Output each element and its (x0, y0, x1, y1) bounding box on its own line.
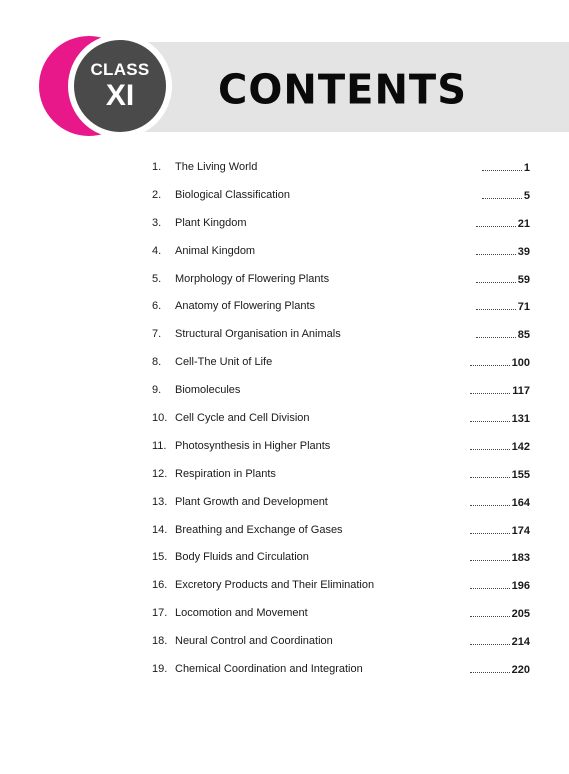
dot-leader (476, 241, 516, 255)
toc-entry-page (470, 631, 530, 652)
toc-entry[interactable] (152, 324, 530, 352)
dot-leader (482, 185, 522, 199)
dot-leader (470, 575, 510, 589)
toc-entry-page-number: 39 (517, 245, 530, 258)
dot-leader (482, 157, 522, 171)
toc-entry-title: Cell-The Unit of Life (175, 356, 273, 369)
toc-entry-title: Neural Control and Coordination (175, 635, 333, 648)
toc-entry-page-number: 71 (517, 301, 530, 314)
toc-entry-number: 3. (152, 216, 162, 229)
toc-entry-number: 12. (152, 467, 168, 480)
toc-entry-page (482, 157, 530, 178)
toc-entry[interactable] (152, 380, 530, 408)
toc-entry-title: Morphology of Flowering Plants (175, 272, 330, 285)
toc-entry-page (470, 408, 530, 429)
toc-entry[interactable] (152, 659, 530, 687)
toc-entry[interactable] (152, 241, 530, 269)
toc-entry-page (470, 603, 530, 624)
toc-entry-page-number: 220 (511, 664, 530, 677)
toc-entry-page-number: 183 (511, 552, 530, 565)
toc-entry-page (476, 296, 530, 317)
toc-entry-title: Biomolecules (175, 384, 241, 397)
toc-entry-title: Anatomy of Flowering Plants (175, 300, 316, 313)
toc-entry-title: Chemical Coordination and Integration (175, 663, 363, 676)
toc-entry-page (476, 241, 530, 262)
toc-entry[interactable] (152, 296, 530, 324)
badge-class-number: XI (105, 78, 135, 112)
toc-entry-page (476, 269, 530, 290)
toc-entry[interactable] (152, 631, 530, 659)
dot-leader (470, 492, 510, 506)
toc-entry-title: Plant Growth and Development (175, 495, 328, 508)
table-of-contents (152, 157, 530, 687)
toc-entry-page (470, 436, 530, 457)
toc-entry-page-number: 59 (517, 273, 530, 286)
toc-entry-page-number: 85 (517, 329, 530, 342)
toc-entry-title: Breathing and Exchange of Gases (175, 523, 343, 536)
toc-entry-number: 11. (152, 439, 167, 452)
dot-leader (476, 324, 516, 338)
toc-entry-page-number: 100 (511, 357, 530, 370)
toc-entry-page-number: 174 (511, 524, 530, 537)
toc-entry-page-number: 117 (512, 385, 530, 398)
toc-entry-title: Respiration in Plants (175, 467, 276, 480)
toc-entry-title: Excretory Products and Their Elimination (175, 579, 375, 592)
toc-entry-page (470, 380, 530, 401)
toc-entry-number: 17. (152, 607, 168, 620)
toc-entry-page (470, 492, 530, 513)
toc-entry-page (476, 213, 530, 234)
toc-entry-page-number: 131 (511, 413, 530, 426)
toc-entry[interactable] (152, 185, 530, 213)
toc-entry[interactable] (152, 575, 530, 603)
toc-entry[interactable] (152, 547, 530, 575)
class-badge (68, 34, 172, 138)
dot-leader (476, 296, 516, 310)
toc-entry-title: Animal Kingdom (175, 244, 256, 257)
badge-class-label: CLASS (90, 59, 150, 79)
toc-entry[interactable] (152, 436, 530, 464)
toc-entry-page-number: 205 (511, 608, 530, 621)
toc-entry-title: Structural Organisation in Animals (175, 328, 341, 341)
page-title: CONTENTS (218, 66, 468, 114)
toc-entry[interactable] (152, 213, 530, 241)
toc-entry-number: 15. (152, 551, 168, 564)
toc-entry-number: 16. (152, 579, 168, 592)
toc-entry-title: Photosynthesis in Higher Plants (175, 439, 331, 452)
dot-leader (470, 520, 510, 534)
toc-entry-number: 10. (152, 412, 168, 425)
toc-entry-page (470, 352, 530, 373)
toc-entry[interactable] (152, 269, 530, 297)
toc-entry[interactable] (152, 492, 530, 520)
toc-entry-title: The Living World (175, 161, 258, 173)
toc-entry-number: 9. (152, 384, 162, 397)
dot-leader (470, 408, 510, 422)
toc-entry-number: 2. (152, 188, 162, 201)
toc-entry-number: 4. (152, 244, 162, 257)
toc-entry-number: 1. (152, 161, 162, 173)
toc-entry[interactable] (152, 520, 530, 548)
toc-entry[interactable] (152, 408, 530, 436)
toc-entry-page-number: 142 (511, 440, 530, 453)
toc-entry[interactable] (152, 157, 530, 185)
toc-entry-title: Plant Kingdom (175, 216, 247, 229)
class-badge-inner (74, 40, 166, 132)
toc-entry-number: 7. (152, 328, 162, 341)
dot-leader (470, 547, 510, 561)
toc-entry-number: 8. (152, 356, 162, 369)
dot-leader (476, 269, 516, 283)
toc-entry-number: 5. (152, 272, 162, 285)
toc-entry-page-number: 196 (511, 580, 530, 593)
toc-entry-page-number: 155 (511, 468, 530, 481)
toc-entry-page (470, 659, 530, 680)
toc-entry-number: 13. (152, 495, 168, 508)
toc-entry-page (476, 324, 530, 345)
dot-leader (470, 352, 510, 366)
dot-leader (470, 464, 510, 478)
dot-leader (470, 436, 510, 450)
toc-entry[interactable] (152, 464, 530, 492)
toc-entry-number: 6. (152, 300, 162, 313)
toc-entry-number: 14. (152, 523, 168, 536)
dot-leader (470, 380, 510, 394)
toc-entry-page (470, 520, 530, 541)
toc-entry-page (470, 547, 530, 568)
toc-entry-page-number: 21 (517, 217, 530, 230)
dot-leader (470, 631, 510, 645)
toc-entry[interactable] (152, 352, 530, 380)
toc-entry-page-number: 1 (523, 162, 530, 174)
toc-entry-number: 18. (152, 635, 168, 648)
toc-entry[interactable] (152, 603, 530, 631)
dot-leader (470, 659, 510, 673)
toc-entry-page-number: 214 (511, 636, 530, 649)
toc-entry-title: Locomotion and Movement (175, 607, 308, 620)
toc-entry-page (470, 575, 530, 596)
toc-entry-page (470, 464, 530, 485)
toc-entry-number: 19. (152, 663, 168, 676)
toc-entry-title: Cell Cycle and Cell Division (175, 412, 310, 425)
toc-entry-page (482, 185, 530, 206)
toc-entry-page-number: 164 (511, 496, 530, 509)
toc-entry-page-number: 5 (523, 189, 530, 202)
dot-leader (470, 603, 510, 617)
dot-leader (476, 213, 516, 227)
toc-entry-title: Biological Classification (175, 188, 290, 201)
toc-entry-title: Body Fluids and Circulation (175, 551, 309, 564)
